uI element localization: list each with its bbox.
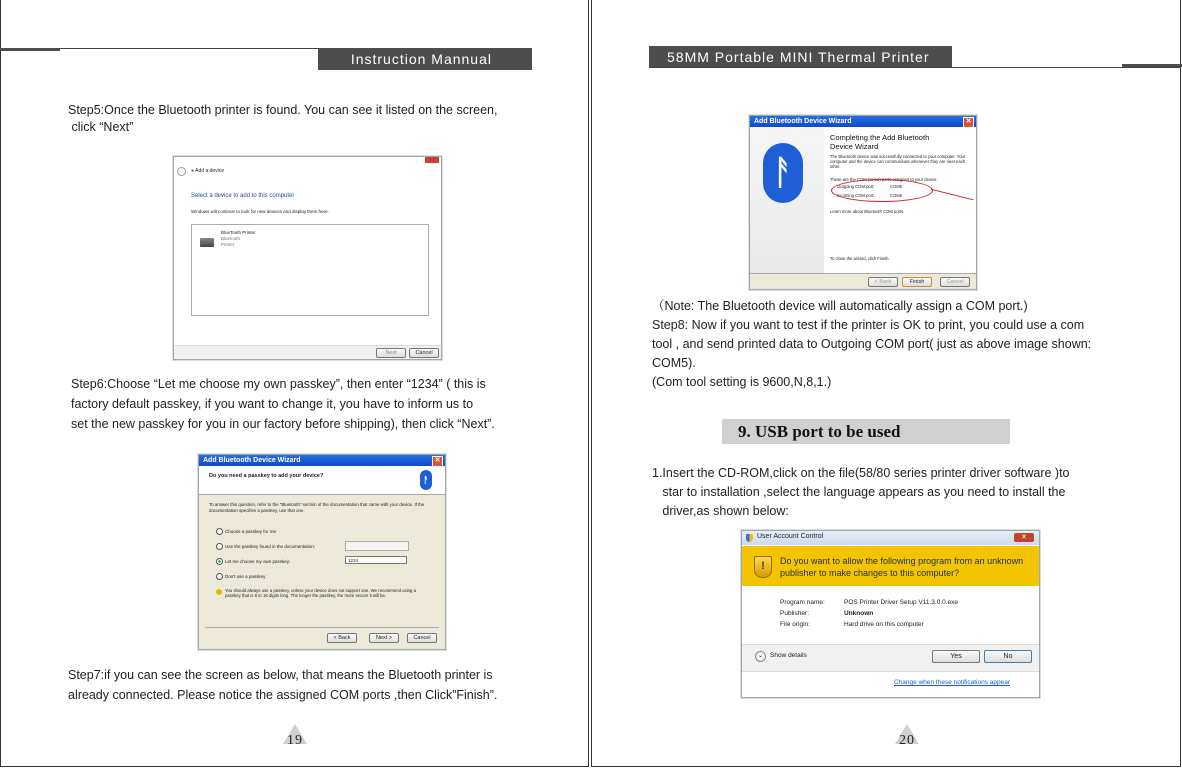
back-arrow-icon[interactable] bbox=[177, 167, 186, 176]
left-banner-tail bbox=[0, 48, 60, 51]
complete-wizard-screenshot bbox=[749, 115, 977, 290]
left-banner: Instruction Mannual bbox=[318, 48, 532, 70]
device-kind: Printer bbox=[221, 242, 235, 247]
learn-more-link[interactable]: Learn more about Bluetooth COM ports. bbox=[830, 209, 905, 214]
right-banner-tail bbox=[1122, 64, 1182, 67]
yes-button[interactable]: Yes bbox=[932, 650, 980, 663]
port-annotation-line bbox=[931, 189, 974, 201]
step7-line-1: Step7:if you can see the screen as below, that means the Bluetooth printer is bbox=[68, 668, 493, 682]
uac-question: Do you want to allow the following program from an unknown publisher to make changes to this computer? bbox=[780, 556, 1024, 578]
show-details-toggle[interactable]: Show details bbox=[770, 652, 807, 659]
add-device-screenshot bbox=[173, 156, 442, 360]
file-origin-label: File origin: bbox=[780, 621, 810, 628]
publisher-label: Publisher: bbox=[780, 610, 809, 617]
step6-line-2: factory default passkey, if you want to change it, you have to inform us to bbox=[71, 397, 474, 411]
ports-intro: These are the COM (serial) ports assigned to your device. bbox=[830, 177, 938, 182]
incoming-port-value: COM6 bbox=[890, 193, 903, 198]
device-item[interactable] bbox=[221, 230, 256, 248]
bluetooth-small-icon: ● bbox=[191, 168, 195, 174]
back-button[interactable]: < Back bbox=[327, 633, 357, 643]
complete-text: The Bluetooth device was successfully connected to your computer. Your computer and the device can communicate whenever they are near each other. bbox=[830, 154, 966, 169]
option-no-passkey: Don't use a passkey bbox=[225, 574, 266, 579]
option-own-passkey: Let me choose my own passkey: bbox=[225, 559, 291, 564]
passkey-intro: To answer this question, refer to the "Bluetooth" section of the documentation that came with your device. If the documentation specifies a passkey, use that one. bbox=[209, 502, 425, 513]
change-notifications-link[interactable]: Change when these notifications appear bbox=[894, 679, 1010, 686]
complete-heading-2: Device Wizard bbox=[830, 142, 879, 151]
install-line-3: driver,as shown below: bbox=[652, 504, 789, 518]
uac-title: User Account Control bbox=[757, 533, 824, 540]
wizard-divider bbox=[205, 627, 439, 628]
publisher-value: Unknown bbox=[844, 610, 874, 617]
device-type: Bluetooth bbox=[221, 236, 241, 241]
radio-choose-passkey[interactable] bbox=[216, 528, 223, 535]
device-name: BlueTooth Printer bbox=[221, 230, 256, 235]
next-button[interactable]: Next bbox=[376, 348, 406, 358]
bluetooth-icon: ᚨ bbox=[420, 470, 432, 490]
uac-shield-icon bbox=[746, 534, 753, 542]
radio-no-passkey[interactable] bbox=[216, 573, 223, 580]
step5-text: Step5:Once the Bluetooth printer is found. You can see it listed on the screen, bbox=[68, 103, 498, 117]
note-line-1: （Note: The Bluetooth device will automatically assign a COM port.) bbox=[652, 299, 1028, 313]
passkey-input[interactable]: 1234 bbox=[345, 556, 407, 564]
cancel-button[interactable]: Cancel bbox=[407, 633, 437, 643]
documentation-passkey-field[interactable] bbox=[345, 541, 409, 551]
step5-text-b: click “Next” bbox=[68, 120, 134, 134]
close-icon[interactable]: ✕ bbox=[1014, 533, 1034, 542]
note-line-2: Step8: Now if you want to test if the printer is OK to print, you could use a com bbox=[652, 318, 1085, 332]
note-line-3: tool , and send printed data to Outgoing COM port( just as above image shown: bbox=[652, 337, 1092, 351]
right-banner: 58MM Portable MINI Thermal Printer bbox=[649, 46, 952, 68]
complete-heading bbox=[830, 133, 929, 151]
port-highlight-ellipse bbox=[831, 179, 933, 202]
section-title: 9. USB port to be used bbox=[722, 419, 1010, 444]
uac-screenshot bbox=[741, 530, 1040, 698]
note-line-4: COM5). bbox=[652, 356, 696, 370]
finish-button[interactable]: Finish bbox=[902, 277, 932, 287]
install-line-1: 1.Insert the CD-ROM,click on the file(58/80 series printer driver software )to bbox=[652, 466, 1070, 480]
step6-line-3: set the new passkey for you in our factory before shipping), then click “Next”. bbox=[71, 417, 495, 431]
passkey-wizard-screenshot bbox=[198, 454, 446, 650]
cancel-button[interactable]: Cancel bbox=[409, 348, 439, 358]
no-button[interactable]: No bbox=[984, 650, 1032, 663]
program-name-label: Program name: bbox=[780, 599, 825, 606]
complete-wizard-titlebar: Add Bluetooth Device Wizard ✕ bbox=[750, 116, 976, 127]
chevron-down-icon[interactable]: ⌄ bbox=[755, 651, 766, 662]
outgoing-port-value: COM5 bbox=[890, 184, 903, 189]
back-button[interactable]: < Back bbox=[868, 277, 898, 287]
close-text: To close the wizard, click Finish. bbox=[830, 256, 890, 261]
wizard-header bbox=[199, 466, 445, 495]
uac-warning-icon: ! bbox=[754, 556, 772, 578]
passkey-wizard-titlebar: Add Bluetooth Device Wizard ✕ bbox=[199, 455, 445, 466]
page-number-right: 20 bbox=[899, 733, 915, 748]
printer-icon bbox=[200, 238, 214, 247]
option-choose-passkey: Choose a passkey for me bbox=[225, 529, 277, 534]
file-origin-value: Hard drive on this computer bbox=[844, 621, 924, 628]
page-number-left: 19 bbox=[287, 733, 303, 748]
wizard-heading: Do you need a passkey to add your device? bbox=[209, 473, 324, 479]
note-line-5: (Com tool setting is 9600,N,8,1.) bbox=[652, 375, 832, 389]
step6-line-1: Step6:Choose “Let me choose my own passkey”, then enter “1234” ( this is bbox=[71, 377, 486, 391]
warning-icon bbox=[216, 589, 222, 595]
right-rule bbox=[649, 67, 1181, 68]
complete-heading-1: Completing the Add Bluetooth bbox=[830, 133, 930, 142]
option-use-documentation: Use the passkey found in the documentation: bbox=[225, 544, 316, 549]
step7-line-2: already connected. Please notice the assigned COM ports ,then Click”Finish”. bbox=[68, 688, 498, 702]
program-name-value: POS Printer Driver Setup V11.3.0.0.exe bbox=[844, 599, 959, 606]
window-controls bbox=[425, 157, 439, 163]
add-device-sub: Windows will continue to look for new devices and display them here. bbox=[191, 209, 329, 214]
close-icon[interactable]: ✕ bbox=[432, 456, 443, 467]
add-device-heading: Select a device to add to this computer bbox=[191, 193, 295, 199]
radio-own-passkey[interactable] bbox=[216, 558, 223, 565]
outgoing-port-label: Outgoing COM port: bbox=[837, 184, 875, 189]
incoming-port-label: Incoming COM port: bbox=[837, 193, 875, 198]
add-device-title: ● Add a device bbox=[191, 168, 225, 174]
passkey-note: You should always use a passkey, unless your device does not support one. We recommend using a passkey that is 8 to 16 digits long. The longer the passkey, the more secure it will be. bbox=[225, 588, 417, 599]
radio-use-documentation[interactable] bbox=[216, 543, 223, 550]
next-button[interactable]: Next > bbox=[369, 633, 399, 643]
install-line-2: star to installation ,select the language appears as you need to install the bbox=[652, 485, 1066, 499]
bluetooth-logo-icon: ᚨ bbox=[763, 143, 803, 203]
cancel-button[interactable]: Cancel bbox=[940, 277, 970, 287]
close-icon[interactable]: ✕ bbox=[963, 117, 974, 128]
